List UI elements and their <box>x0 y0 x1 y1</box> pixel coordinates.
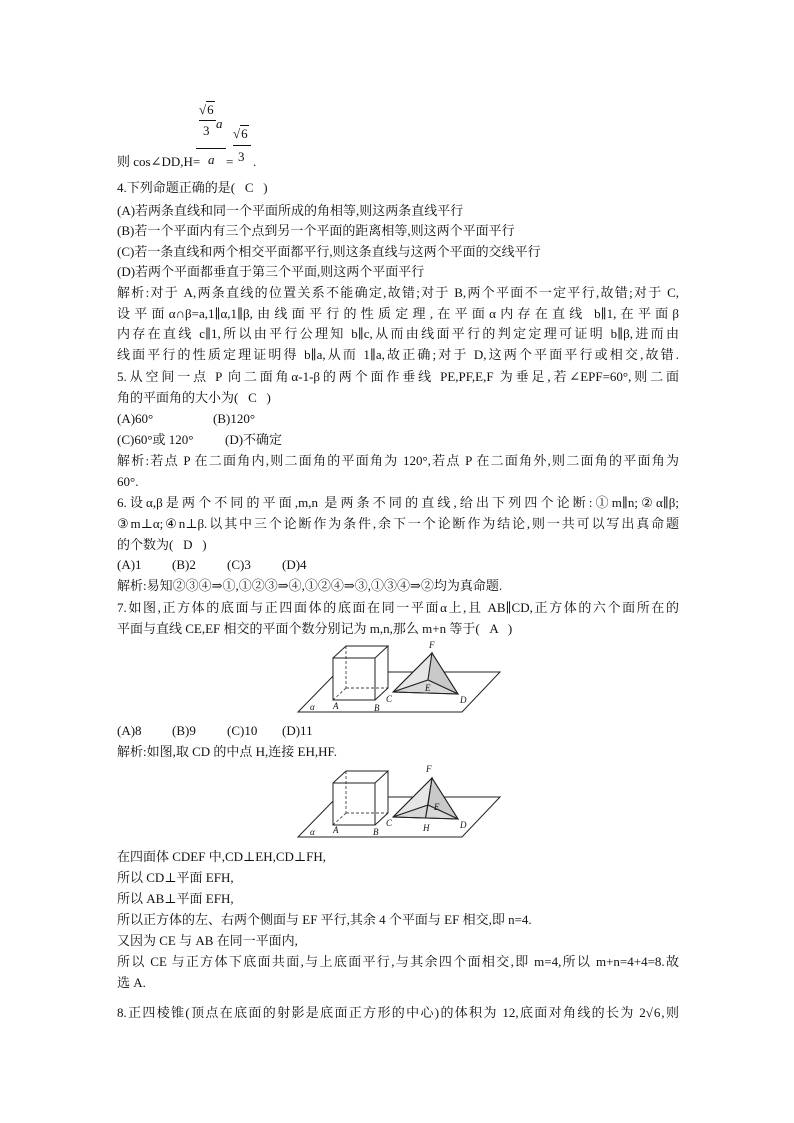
q6-option-b: (B)2 <box>172 557 196 572</box>
q7-analysis-line-3: 所以 AB⊥平面 EFH, <box>117 891 234 906</box>
q4-analysis-line-1: 解析:对于 A,两条直线的位置关系不能确定,故错;对于 B,两个平面不一定平行,故错;对于 C, <box>117 285 679 300</box>
q8-stem <box>117 1005 679 1021</box>
q4-option-c: (C)若一条直线和两个相交平面都平行,则这条直线与这两个平面的交线平行 <box>117 244 541 259</box>
formula-num-denominator: 3 <box>203 123 210 138</box>
q5-option-b: (B)120° <box>213 411 256 426</box>
formula-main-fraction-bar <box>196 148 226 149</box>
fig2-label-c: C <box>386 818 393 828</box>
radicand: 6 <box>241 126 248 141</box>
fig1-label-e: E <box>425 683 431 693</box>
q7-figure-2 <box>290 761 510 843</box>
q5-stem-line-2: 角的平面角的大小为( C ) <box>117 390 271 405</box>
q5-option-a: (A)60° <box>117 411 154 426</box>
formula-lead: 则 cos∠DD,H= <box>117 154 201 169</box>
q6-stem-line-3: 的个数为( D ) <box>117 537 207 552</box>
formula-result-denominator: 3 <box>238 149 245 164</box>
q7-analysis-line-1: 在四面体 CDEF 中,CD⊥EH,CD⊥FH, <box>117 849 326 864</box>
q5-options-row-2 <box>117 432 282 448</box>
q7-option-c: (C)10 <box>227 723 258 738</box>
q7-figure-1 <box>290 636 510 718</box>
fig2-label-d: D <box>460 820 467 830</box>
fig1-label-f: F <box>429 640 435 650</box>
fig2-label-h: H <box>423 823 430 833</box>
fig1-label-c: C <box>386 694 393 704</box>
q7-option-a: (A)8 <box>117 723 142 738</box>
q6-analysis: 解析:易知②③④⇒①,①②③⇒④,①②④⇒③,①③④⇒②均为真命题. <box>117 578 503 593</box>
q4-option-a: (A)若两条直线和同一个平面所成的角相等,则这两条直线平行 <box>117 203 464 218</box>
q4-analysis-line-2: 设平面α∩β=a,1∥α,1∥β,由线面平行的性质定理,在平面α内存在直线 b∥1,在平面β <box>117 306 679 321</box>
q7-analysis-intro: 解析:如图,取 CD 的中点 H,连接 EH,HF. <box>117 744 337 759</box>
radicand: 6 <box>207 102 214 117</box>
q8-radicand: 6 <box>653 1005 661 1020</box>
fig2-label-f: F <box>426 764 432 774</box>
q6-options-row <box>117 557 307 573</box>
q7-analysis-line-7: 选 A. <box>117 975 146 990</box>
q8-radical-sign: √ <box>645 1005 653 1020</box>
q8-stem-after: ,则 <box>661 1005 679 1020</box>
fig2-label-e: E <box>434 802 440 812</box>
fig1-label-a: A <box>333 701 339 711</box>
q7-analysis-line-5: 又因为 CE 与 AB 在同一平面内, <box>117 933 298 948</box>
q7-option-b: (B)9 <box>172 723 196 738</box>
q7-stem-line-1: 7.如图,正方体的底面与正四面体的底面在同一平面α上,且 AB∥CD,正方体的六个面所在的 <box>117 600 679 615</box>
q5-analysis-line-2: 60°. <box>117 474 139 489</box>
q4-stem: 4.下列命题正确的是( C ) <box>117 180 268 195</box>
fig1-label-d: D <box>460 695 467 705</box>
formula-equals: = <box>226 154 234 169</box>
q4-option-d: (D)若两个平面都垂直于第三个平面,则这两个平面平行 <box>117 264 425 279</box>
radical-sign: √ <box>233 126 241 141</box>
q6-option-c: (C)3 <box>227 557 251 572</box>
formula-denominator-variable: a <box>208 152 215 167</box>
q6-stem-line-2: ③m⊥α;④n⊥β.以其中三个论断作为条件,余下一个论断作为结论,则一共可以写出真命题 <box>117 516 679 531</box>
q4-option-b: (B)若一个平面内有三个点到另一个平面的距离相等,则这两个平面平行 <box>117 223 515 238</box>
radical-sign: √ <box>199 102 207 117</box>
fig1-label-alpha: α <box>310 702 315 712</box>
fig2-label-a: A <box>333 825 339 835</box>
q4-analysis-line-3: 内存在直线 c∥1,所以由平行公理知 b∥c,从而由线面平行的判定定理可证明 b∥β,进而由 <box>117 326 679 341</box>
q7-stem-line-2: 平面与直线 CE,EF 相交的平面个数分别记为 m,n,那么 m+n 等于( A ) <box>117 621 513 636</box>
formula-num-variable: a <box>216 116 223 131</box>
formula-num-sqrt <box>199 103 215 117</box>
tetrahedron <box>393 778 458 819</box>
q6-option-a: (A)1 <box>117 557 142 572</box>
q5-stem-line-1: 5.从空间一点 P 向二面角α-1-β的两个面作垂线 PE,PF,E,F 为垂足,若∠EPF=60°,则二面 <box>117 369 679 384</box>
fig2-label-alpha: α <box>310 827 315 837</box>
formula-end-period: . <box>253 154 257 169</box>
formula-result-fraction-bar <box>233 145 251 146</box>
q5-option-d: (D)不确定 <box>225 432 283 447</box>
q6-option-d: (D)4 <box>282 557 307 572</box>
q6-stem-line-1: 6.设α,β是两个不同的平面,m,n 是两条不同的直线,给出下列四个论断:①m∥n;②α∥β; <box>117 495 679 510</box>
q7-option-d: (D)11 <box>282 723 313 738</box>
q5-analysis-line-1: 解析:若点 P 在二面角内,则二面角的平面角为 120°,若点 P 在二面角外,则二面角的平面角为 <box>117 453 679 468</box>
formula-result-sqrt <box>233 127 249 141</box>
q7-options-row <box>117 723 313 739</box>
q5-options-row-1 <box>117 411 255 427</box>
q4-analysis-line-4: 线面平行的性质定理证明得 b∥a,从而 1∥a,故正确;对于 D,这两个平面平行或相交,故错. <box>117 347 679 362</box>
formula-small-fraction-bar <box>199 120 216 121</box>
q8-stem-before: 8.正四棱锥(顶点在底面的射影是底面正方形的中心)的体积为 12,底面对角线的长为 2 <box>117 1005 646 1020</box>
q7-analysis-line-2: 所以 CD⊥平面 EFH, <box>117 870 234 885</box>
q7-analysis-line-4: 所以正方体的左、右两个侧面与 EF 平行,其余 4 个平面与 EF 相交,即 n=4. <box>117 912 532 927</box>
fig2-label-b: B <box>373 827 379 837</box>
q7-analysis-line-6: 所以 CE 与正方体下底面共面,与上底面平行,与其余四个面相交,即 m=4,所以 m+n=4+4=8.故 <box>117 954 679 969</box>
q5-option-c: (C)60°或 120° <box>117 432 194 447</box>
fig1-label-b: B <box>374 703 380 713</box>
